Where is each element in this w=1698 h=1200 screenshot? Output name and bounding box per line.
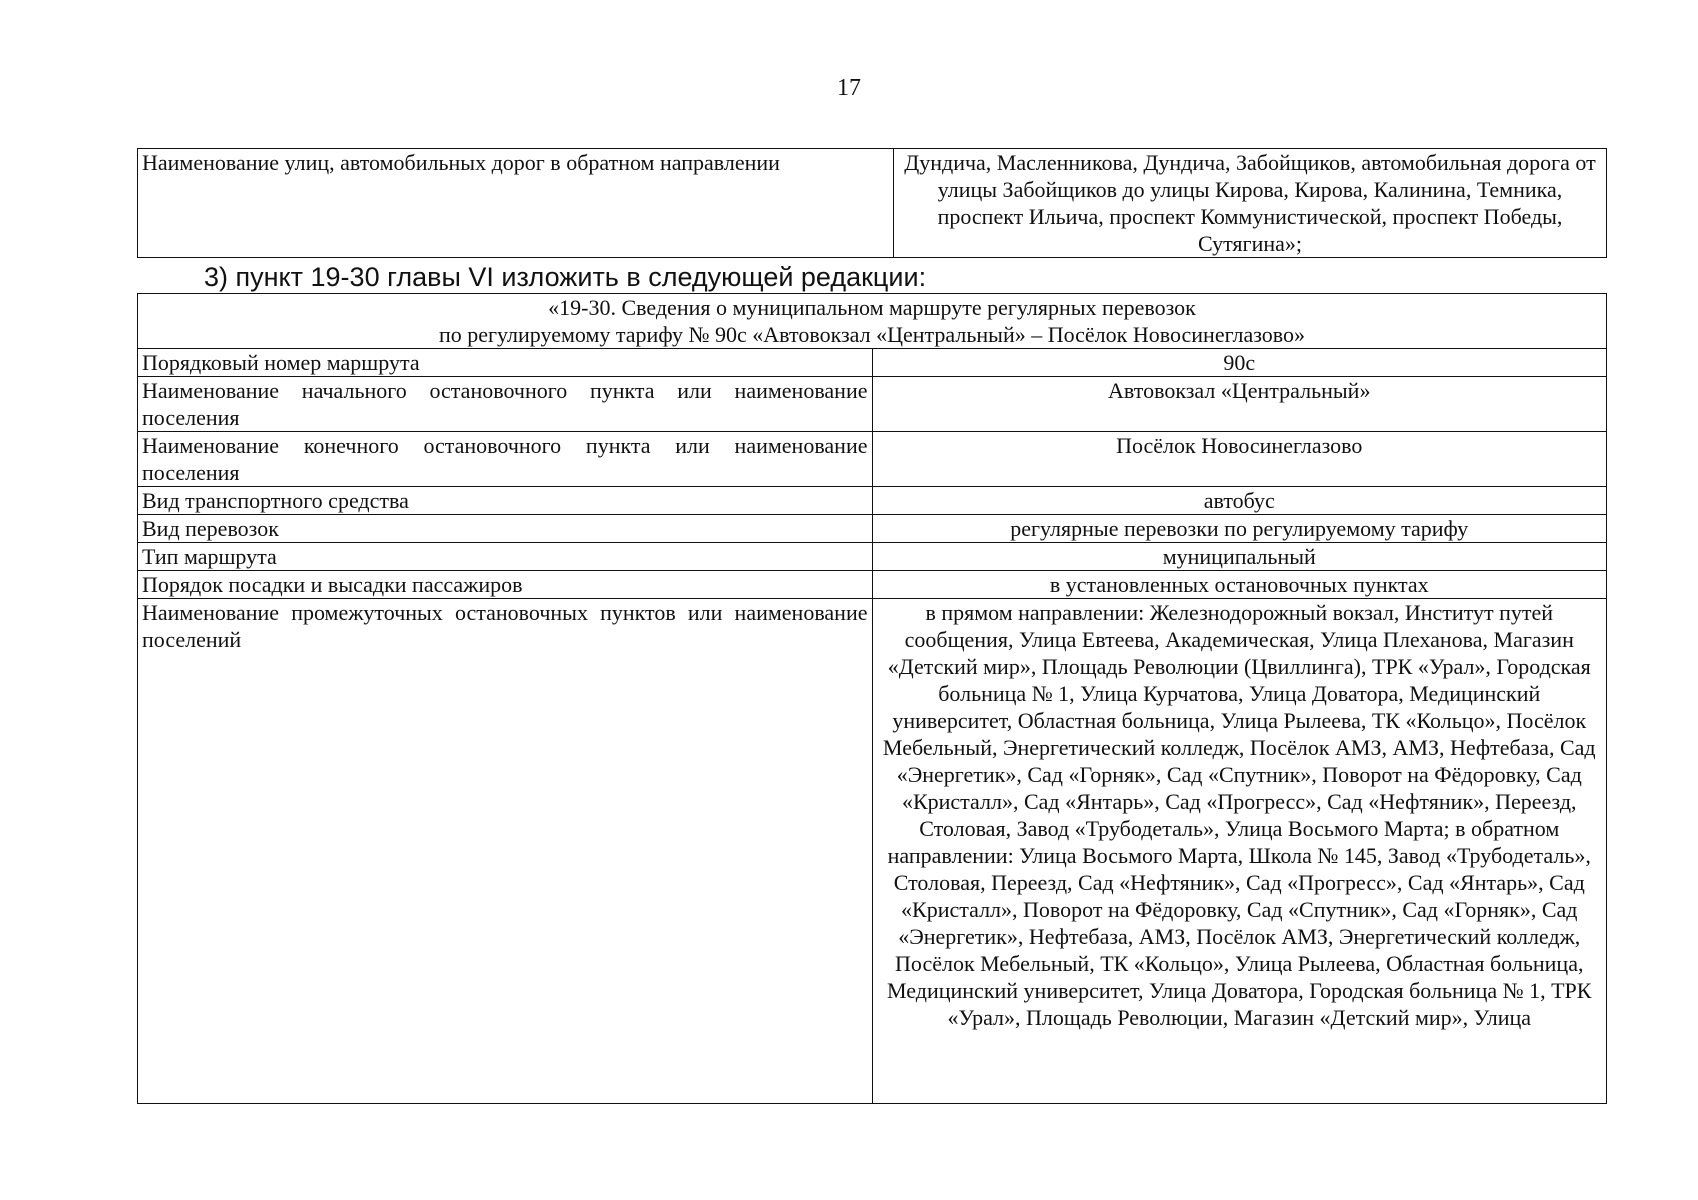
row-value-route-type: муниципальный xyxy=(872,543,1607,571)
row-label-transport-kind: Вид перевозок xyxy=(138,515,873,543)
table-row xyxy=(138,149,1607,258)
row-label-route-type: Тип маршрута xyxy=(138,543,873,571)
continuation-table xyxy=(137,148,1607,258)
row-label-start-stop: Наименование начального остановочного пункта или наименование поселения xyxy=(138,377,873,432)
route-info-table xyxy=(137,293,1607,1104)
table-title xyxy=(138,294,1607,349)
reverse-streets-label: Наименование улиц, автомобильных дорог в обратном направлении xyxy=(138,149,894,258)
table-row xyxy=(138,432,1607,487)
table-row xyxy=(138,515,1607,543)
table-row xyxy=(138,543,1607,571)
table-row xyxy=(138,377,1607,432)
row-value-end-stop: Посёлок Новосинеглазово xyxy=(872,432,1607,487)
table-row xyxy=(138,599,1607,1104)
table-row xyxy=(138,487,1607,515)
table-row xyxy=(138,571,1607,599)
table-title-line-2: по регулируемому тарифу № 90с «Автовокзал «Центральный» – Посёлок Новосинеглазово» xyxy=(438,322,1306,347)
row-value-start-stop: Автовокзал «Центральный» xyxy=(872,377,1607,432)
page-number: 17 xyxy=(837,75,861,101)
row-value-vehicle-type: автобус xyxy=(872,487,1607,515)
row-label-boarding-order: Порядок посадки и высадки пассажиров xyxy=(138,571,873,599)
row-label-intermediate-stops: Наименование промежуточных остановочных пунктов или наименование поселений xyxy=(138,599,873,1104)
row-label-end-stop: Наименование конечного остановочного пункта или наименование поселения xyxy=(138,432,873,487)
row-value-route-number: 90с xyxy=(872,349,1607,377)
amendment-instruction: 3) пункт 19-30 главы VI изложить в следующей редакции: xyxy=(204,262,927,292)
row-label-vehicle-type: Вид транспортного средства xyxy=(138,487,873,515)
row-value-intermediate-stops: в прямом направлении: Железнодорожный вокзал, Институт путей сообщения, Улица Евтеева, Академическая, Улица Плеханова, Магазин «Детский мир», Площадь Революции (Цвиллинга), ТРК «Урал», Городская больница № 1, Улица Курчатова, Улица Доватора, Медицинский университет, Областная больница, Улица Рылеева, ТК «Кольцо», Посёлок Мебельный, Энергетический колледж, Посёлок АМЗ, АМЗ, Нефтебаза, Сад «Энергетик», Сад «Горняк», Сад «Спутник», Поворот на Фёдоровку, Сад «Кристалл», Сад «Янтарь», Сад «Прогресс», Сад «Нефтяник», Переезд, Столовая, Завод «Трубодеталь», Улица Восьмого Марта; в обратном направлении: Улица Восьмого Марта, Школа № 145, Завод «Трубодеталь», Столовая, Переезд, Сад «Нефтяник», Сад «Прогресс», Сад «Янтарь», Сад «Кристалл», Поворот на Фёдоровку, Сад «Спутник», Сад «Горняк», Сад «Энергетик», Нефтебаза, АМЗ, Посёлок АМЗ, Энергетический колледж, Посёлок Мебельный, ТК «Кольцо», Улица Рылеева, Областная больница, Медицинский университет, Улица Доватора, Городская больница № 1, ТРК «Урал», Площадь Революции, Магазин «Детский мир», Улица xyxy=(872,599,1607,1104)
table-title-line-1: «19-30. Сведения о муниципальном маршруте регулярных перевозок xyxy=(548,295,1196,320)
table-row xyxy=(138,349,1607,377)
reverse-streets-value: Дундича, Масленникова, Дундича, Забойщиков, автомобильная дорога от улицы Забойщиков до улицы Кирова, Кирова, Калинина, Темника, проспект Ильича, проспект Коммунистической, проспект Победы, Сутягина»; xyxy=(894,149,1607,258)
row-value-transport-kind: регулярные перевозки по регулируемому тарифу xyxy=(872,515,1607,543)
row-label-route-number: Порядковый номер маршрута xyxy=(138,349,873,377)
row-value-boarding-order: в установленных остановочных пунктах xyxy=(872,571,1607,599)
table-header-row xyxy=(138,294,1607,349)
